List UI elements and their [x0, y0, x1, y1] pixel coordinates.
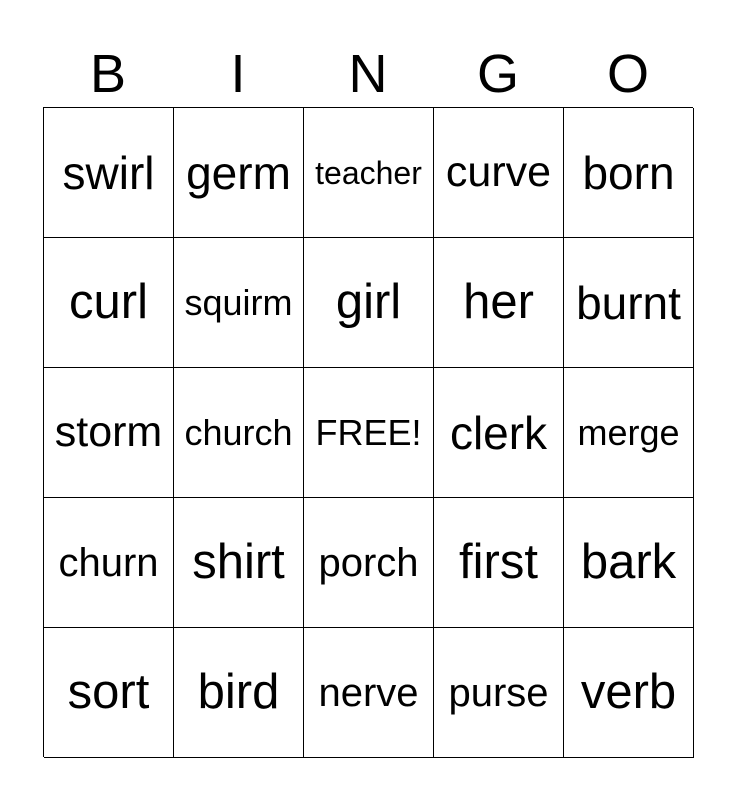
- bingo-cell: storm: [44, 368, 174, 498]
- bingo-cell: born: [564, 108, 694, 238]
- header-letter-i: I: [230, 44, 246, 104]
- bingo-cell: burnt: [564, 238, 694, 368]
- bingo-cell: curve: [434, 108, 564, 238]
- bingo-cell: bird: [174, 628, 304, 758]
- bingo-cell: her: [434, 238, 564, 368]
- bingo-cell: shirt: [174, 498, 304, 628]
- header-letter-g: G: [476, 44, 519, 104]
- bingo-cell: swirl: [44, 108, 174, 238]
- bingo-cell: curl: [44, 238, 174, 368]
- bingo-cell: sort: [44, 628, 174, 758]
- bingo-cell: merge: [564, 368, 694, 498]
- bingo-cell: germ: [174, 108, 304, 238]
- bingo-cell: first: [434, 498, 564, 628]
- header-letter-b: B: [89, 44, 127, 104]
- bingo-cell: squirm: [174, 238, 304, 368]
- bingo-cell: clerk: [434, 368, 564, 498]
- bingo-header: [43, 42, 693, 106]
- header-letter-n: N: [348, 44, 388, 104]
- free-space-cell: FREE!: [304, 368, 434, 498]
- bingo-cell: girl: [304, 238, 434, 368]
- bingo-cell: verb: [564, 628, 694, 758]
- bingo-cell: church: [174, 368, 304, 498]
- bingo-cell: purse: [434, 628, 564, 758]
- bingo-cell: nerve: [304, 628, 434, 758]
- bingo-cell: porch: [304, 498, 434, 628]
- bingo-cell: bark: [564, 498, 694, 628]
- bingo-board: [43, 107, 693, 757]
- bingo-cell: churn: [44, 498, 174, 628]
- bingo-cell: teacher: [304, 108, 434, 238]
- header-letter-o: O: [606, 44, 649, 104]
